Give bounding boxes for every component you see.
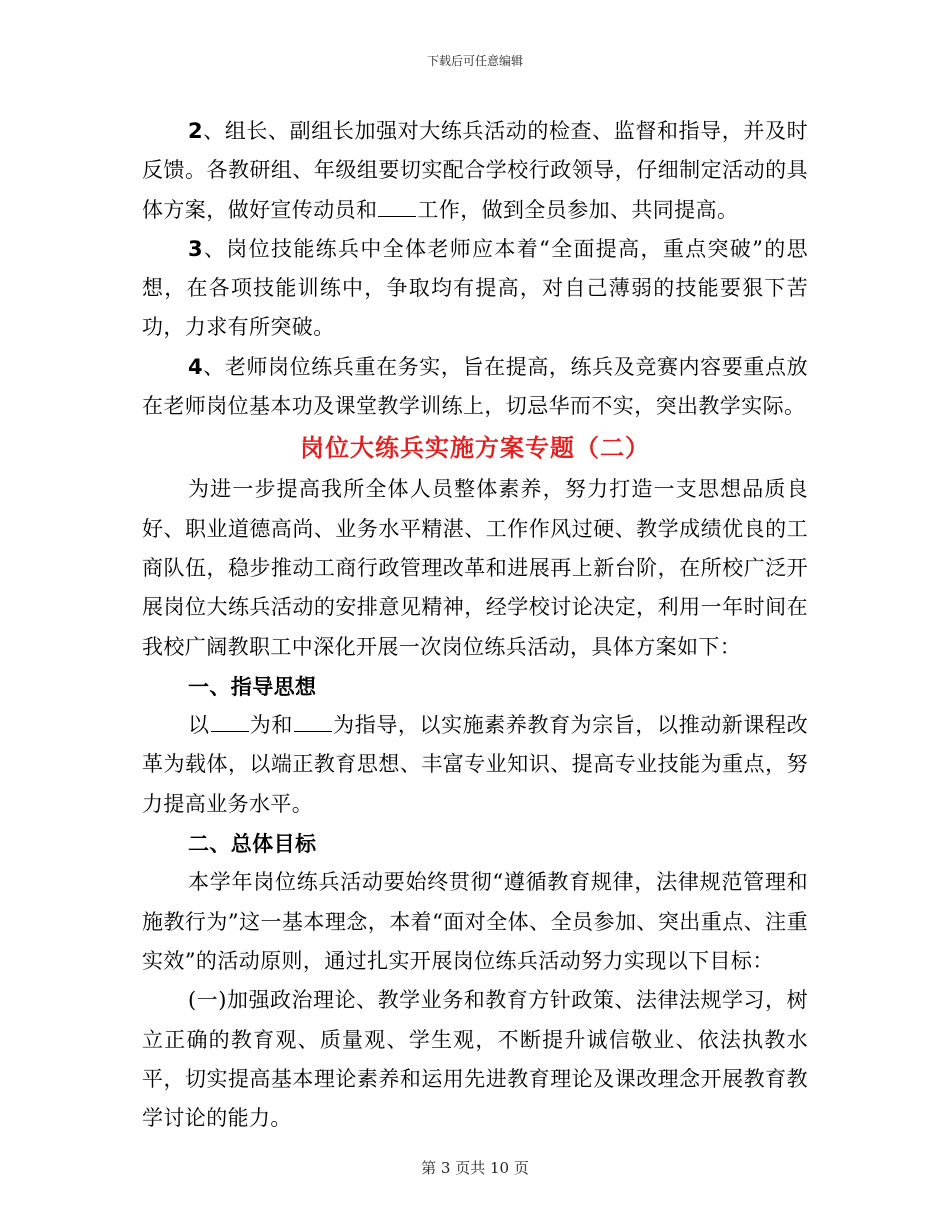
guide-paragraph: [142, 706, 808, 824]
section-heading-guide: 一、指导思想: [188, 673, 317, 699]
section-heading-goal: 二、总体目标: [188, 831, 317, 857]
paragraph-text: 以: [188, 713, 210, 738]
paragraph-text: 为指导，以实施素养教育为宗旨，以推动新课程改革为载体，以端正教育思想、丰富专业知识、提高专业技能为重点，努力提高业务水平。: [142, 713, 808, 816]
paragraph-item-2: [142, 112, 808, 230]
paragraph-text: 、组长、副组长加强对大练兵活动的检查、监督和指导，并及时反馈。各教研组、年级组要切实配合学校行政领导，仔细制定活动的具体方案，做好宣传动员和: [142, 119, 808, 222]
page-header: 下载后可任意编辑: [426, 54, 523, 68]
document-body: [142, 112, 808, 1138]
paragraph-text: 、老师岗位练兵重在务实，旨在提高，练兵及竞赛内容要重点放在老师岗位基本功及课堂教学训练上，切忌华而不实，突出教学实际。: [142, 354, 808, 419]
intro-paragraph: 为进一步提高我所全体人员整体素养，努力打造一支思想品质良好、职业道德高尚、业务水平精湛、工作作风过硬、教学成绩优良的工商队伍，稳步推动工商行政管理改革和进展再上新台阶，在所校广泛开展岗位大练兵活动的安排意见精神，经学校讨论决定，利用一年时间在我校广阔教职工中深化开展一次岗位练兵活动，具体方案如下：: [142, 477, 808, 659]
item-number: 4: [188, 354, 204, 379]
document-title: 岗位大练兵实施方案专题（二）: [300, 433, 650, 463]
goal-item-1: (一)加强政治理论、教学业务和教育方针政策、法律法规学习，树立正确的教育观、质量观、学生观，不断提升诚信敬业、依法执教水平，切实提高基本理论素养和运用先进教育理论及课改理念开展教育教学讨论的能力。: [142, 988, 808, 1131]
item-number: 2: [188, 119, 204, 143]
paragraph-item-4: [142, 348, 808, 427]
page-footer: 第 3 页共 10 页: [421, 1159, 529, 1177]
paragraph-text: 工作，做到全员参加、共同提高。: [417, 197, 739, 222]
fill-blank: [211, 712, 249, 732]
item-number: 3: [188, 236, 204, 261]
paragraph-item-3: [142, 230, 808, 348]
paragraph-text: 为和: [249, 713, 293, 738]
goal-paragraph: 本学年岗位练兵活动要始终贯彻“遵循教育规律，法律规范管理和施教行为”这一基本理念，本着“面对全体、全员参加、突出重点、注重实效”的活动原则，通过扎实开展岗位练兵活动努力实现以下目标：: [142, 870, 808, 973]
paragraph-text: 、岗位技能练兵中全体老师应本着“全面提高，重点突破”的思想，在各项技能训练中，争取均有提高，对自己薄弱的技能要狠下苦功，力求有所突破。: [142, 236, 808, 340]
fill-blank: [294, 712, 332, 732]
fill-blank: [378, 197, 416, 217]
